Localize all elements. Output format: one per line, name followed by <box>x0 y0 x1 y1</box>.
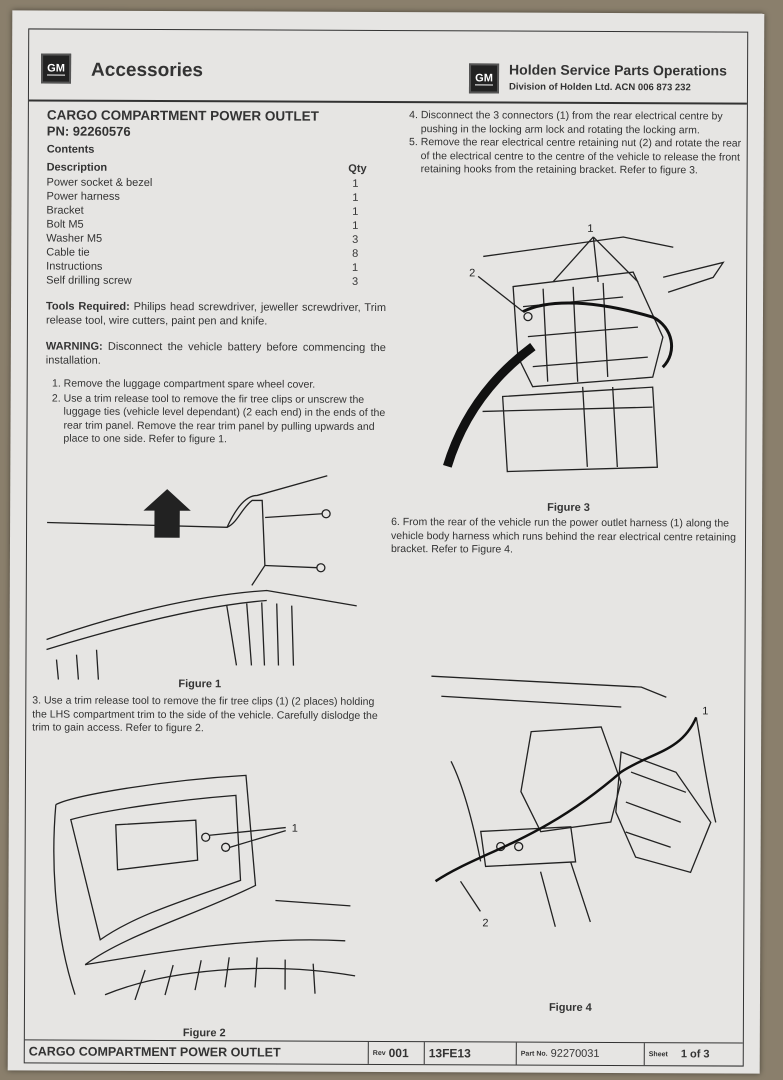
step-6 <box>391 516 747 558</box>
gm-logo-icon: GM <box>469 63 499 93</box>
footer-rev <box>369 1042 425 1064</box>
contents-heading: Contents <box>46 143 95 156</box>
tools-paragraph <box>46 300 386 329</box>
table-row <box>46 274 366 289</box>
step-6-text: From the rear of the vehicle run the power outlet harness (1) along the vehicle body harness which runs behind the rear electrical centre retaining bracket. Refer to Figure 4. <box>390 516 737 556</box>
table-row <box>46 232 366 247</box>
figure-2-drawing <box>45 765 376 1026</box>
step-1: 1. Remove the luggage compartment spare wheel cover. <box>64 378 386 393</box>
footer-sheet <box>645 1043 741 1065</box>
figure-1-caption: Figure 1 <box>178 678 222 691</box>
warning-label: WARNING: <box>45 340 103 353</box>
org-name: Holden Service Parts Operations <box>509 61 727 79</box>
part-description: Bolt M5 <box>46 218 84 231</box>
footer-date <box>425 1042 517 1064</box>
table-row <box>46 190 366 205</box>
part-qty: 3 <box>351 275 359 288</box>
warning-text: Disconnect the vehicle battery before commencing the installation. <box>45 340 386 367</box>
footer-date-value: 13FE13 <box>428 1046 471 1061</box>
part-number: PN: 92260576 <box>46 123 131 139</box>
step-5: 5. Remove the rear electrical centre retaining nut (2) and rotate the rear of the electrical centre to the centre of the vehicle to release the front retaining hooks from the retaining bracket. Refer to figure 3. <box>421 136 743 178</box>
table-row <box>46 204 366 219</box>
figure-4-caption: Figure 4 <box>548 1001 592 1014</box>
step-4: 4. Disconnect the 3 connectors (1) from the rear electrical centre by pushing in the locking arm lock and rotating the locking arm. <box>421 109 743 137</box>
step-6-number: 6. <box>391 516 400 529</box>
footer-rev-label: Rev <box>372 1049 386 1057</box>
figure-2-caption: Figure 2 <box>182 1027 226 1040</box>
figure-4-callout-1: 1 <box>702 705 709 718</box>
column-header-description: Description <box>46 161 108 174</box>
parts-table <box>46 160 367 289</box>
part-qty: 1 <box>352 261 359 274</box>
gm-logo-icon: GM <box>41 53 71 83</box>
warning-paragraph <box>46 340 386 369</box>
figure-3-caption: Figure 3 <box>547 501 590 514</box>
footer-sheet-value: 1 of 3 <box>680 1048 710 1061</box>
part-description: Cable tie <box>46 246 90 259</box>
part-qty: 1 <box>352 177 359 190</box>
part-qty: 1 <box>352 219 359 232</box>
step-3 <box>32 694 382 736</box>
figure-3-drawing <box>422 216 743 487</box>
figure-1-drawing <box>36 464 377 680</box>
section-title: Accessories <box>91 59 204 82</box>
steps-list-1 <box>45 378 385 448</box>
tools-text: Philips head screwdriver, jeweller screwdriver, Trim release tool, wire cutters, paint pen and knife. <box>45 300 387 328</box>
steps-list-2 <box>403 109 743 178</box>
footer-rev-value: 001 <box>388 1046 409 1061</box>
left-column <box>45 108 386 449</box>
part-qty: 1 <box>352 205 359 218</box>
footer-part-value: 92270031 <box>550 1047 600 1060</box>
footer-part-label: Part No. <box>520 1050 548 1058</box>
org-subtitle: Division of Holden Ltd. ACN 006 873 232 <box>508 81 691 94</box>
figure-3-callout-2: 2 <box>469 267 476 280</box>
table-row <box>46 246 366 261</box>
tools-label: Tools Required: <box>45 300 130 313</box>
part-description: Bracket <box>46 204 84 217</box>
right-column <box>403 109 743 178</box>
figure-4-drawing <box>420 671 741 932</box>
up-arrow-icon <box>145 490 189 537</box>
table-row <box>46 260 366 275</box>
part-description: Washer M5 <box>46 232 103 245</box>
document-title: CARGO COMPARTMENT POWER OUTLET <box>46 107 319 124</box>
footer-title: CARGO COMPARTMENT POWER OUTLET <box>25 1040 369 1064</box>
figure-4-callout-2: 2 <box>482 917 489 930</box>
footer-sheet-label: Sheet <box>648 1050 668 1058</box>
footer <box>25 1039 743 1065</box>
header <box>29 29 747 104</box>
page-frame <box>24 28 749 1066</box>
part-description: Power socket & bezel <box>46 176 153 189</box>
step-2: 2. Use a trim release tool to remove the fir tree clips or unscrew the luggage ties (vehicle level dependant) (2 each end) in the ends of the rear trim panel. Remove the rear trim panel by pulling upwards and place to one side. Refer to figure 1. <box>63 392 385 447</box>
column-header-qty: Qty <box>348 162 367 175</box>
instruction-sheet <box>8 10 765 1073</box>
part-description: Power harness <box>46 190 120 203</box>
step-3-number: 3. <box>32 694 42 707</box>
step-3-text: Use a trim release tool to remove the fir tree clips (1) (2 places) holding the LHS compartment trim to the side of the vehicle. Carefully dislodge the trim to gain access. Refer to figure 2. <box>32 694 378 735</box>
part-qty: 3 <box>352 233 359 246</box>
footer-part <box>517 1043 645 1066</box>
figure-3-callout-1: 1 <box>587 222 594 235</box>
table-row <box>46 218 366 233</box>
part-description: Self drilling screw <box>46 274 132 287</box>
table-row <box>47 176 367 191</box>
part-description: Instructions <box>46 260 103 273</box>
part-qty: 8 <box>352 247 359 260</box>
part-qty: 1 <box>352 191 359 204</box>
figure-2-callout-1: 1 <box>291 822 298 835</box>
